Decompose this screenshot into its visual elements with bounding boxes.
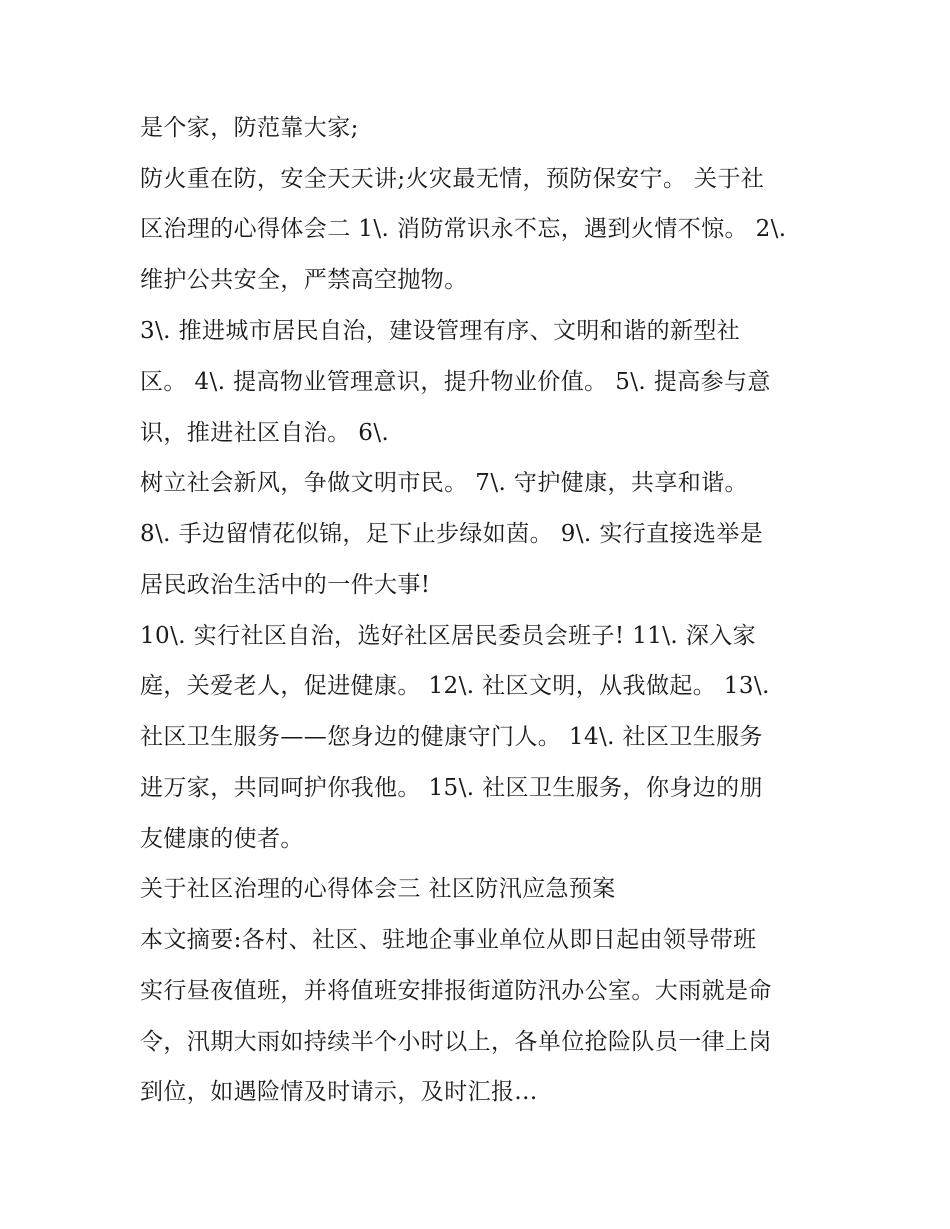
text-line: 防火重在防，安全天天讲;火灾最无情，预防保安宁。 关于社 bbox=[140, 166, 765, 192]
text-line: 是个家，防范靠大家; bbox=[140, 115, 359, 141]
text-line: 维护公共安全，严禁高空抛物。 bbox=[140, 267, 468, 293]
text-line: 区治理的心得体会二 1\. 消防常识永不忘，遇到火情不惊。 2\. bbox=[140, 216, 787, 242]
text-line: 10\. 实行社区自治，选好社区居民委员会班子! 11\. 深入家 bbox=[140, 623, 757, 649]
text-line: 识，推进社区自治。 6\. bbox=[140, 420, 390, 446]
text-line: 到位，如遇险情及时请示，及时汇报... bbox=[140, 1079, 538, 1105]
text-line: 社区卫生服务——您身边的健康守门人。 14\. 社区卫生服务 bbox=[140, 724, 763, 750]
text-line: 令，汛期大雨如持续半个小时以上，各单位抢险队员一律上岗 bbox=[140, 1029, 772, 1055]
text-line: 实行昼夜值班，并将值班安排报街道防汛办公室。大雨就是命 bbox=[140, 978, 772, 1004]
text-line: 庭，关爱老人，促进健康。 12\. 社区文明，从我做起。 13\. bbox=[140, 673, 770, 699]
text-line: 区。 4\. 提高物业管理意识，提升物业价值。 5\. 提高参与意 bbox=[140, 369, 771, 395]
text-line: 居民政治生活中的一件大事! bbox=[140, 572, 431, 598]
text-line: 8\. 手边留情花似锦，足下止步绿如茵。 9\. 实行直接选举是 bbox=[140, 521, 764, 547]
section-heading: 关于社区治理的心得体会三 社区防汛应急预案 bbox=[140, 876, 616, 902]
text-line: 本文摘要:各村、社区、驻地企事业单位从即日起由领导带班 bbox=[140, 927, 757, 953]
text-line: 3\. 推进城市居民自治，建设管理有序、文明和谐的新型社 bbox=[140, 318, 741, 344]
text-line: 进万家，共同呵护你我他。 15\. 社区卫生服务，你身边的朋 bbox=[140, 775, 763, 801]
text-line: 友健康的使者。 bbox=[140, 826, 304, 852]
text-line: 树立社会新风，争做文明市民。 7\. 守护健康，共享和谐。 bbox=[140, 470, 748, 496]
